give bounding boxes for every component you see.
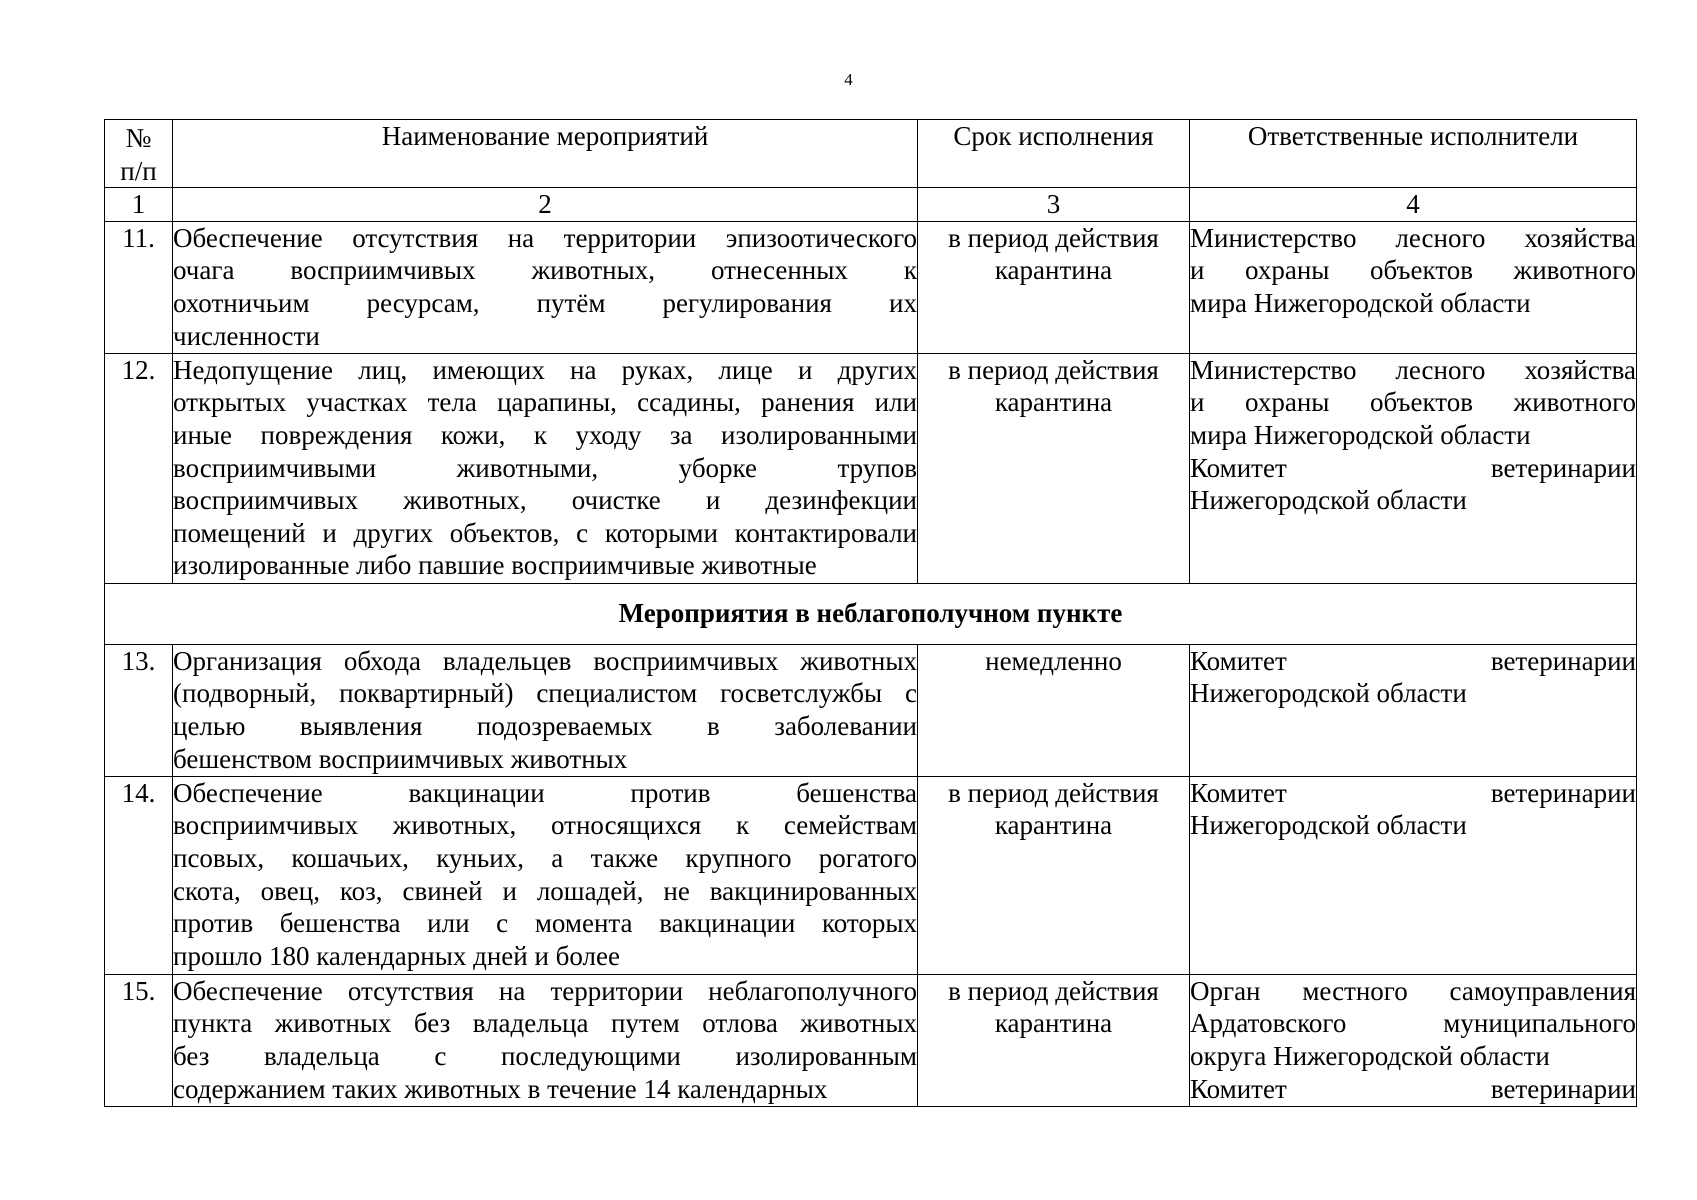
table-row (105, 776, 1637, 974)
row-number: 13. (105, 644, 173, 776)
responsible-executors-line: Нижегородской области (1190, 810, 1467, 841)
execution-term-line: в период действия (948, 975, 1159, 1006)
header-name: Наименование мероприятий (173, 120, 918, 188)
execution-term (918, 776, 1190, 974)
responsible-executors-line: мира Нижегородской области (1190, 287, 1531, 318)
responsible-executors-line: и охраны объектов животного (1190, 255, 1636, 286)
responsible-executors-line: Комитет ветеринарии (1190, 777, 1636, 808)
responsible-executors-line: и охраны объектов животного (1190, 387, 1636, 418)
execution-term-line: карантина (994, 255, 1113, 286)
execution-term-line: в период действия (948, 354, 1159, 385)
measure-name-line: помещений и других объектов, с которыми контактировали (173, 517, 917, 548)
measure-name (173, 353, 918, 583)
row-number: 11. (105, 221, 173, 353)
responsible-executors-line: Нижегородской области (1190, 678, 1467, 709)
measure-name-line: иные повреждения кожи, к уходу за изолированными (173, 419, 917, 450)
measure-name-line: открытых участках тела царапины, ссадины, ранения или (173, 387, 917, 418)
page-number: 4 (844, 70, 853, 89)
header-term: Срок исполнения (918, 120, 1190, 188)
row-number: 14. (105, 776, 173, 974)
responsible-executors-line: Нижегородской области (1190, 485, 1467, 516)
header-number: № п/п (105, 120, 173, 188)
measure-name-line: восприимчивых животных, относящихся к семействам (173, 810, 917, 841)
table-row (105, 644, 1637, 776)
table-header-row (105, 120, 1637, 188)
measure-name-line: (подворный, поквартирный) специалистом госветслужбы с (173, 678, 917, 709)
measure-name (173, 644, 918, 776)
section-title: Мероприятия в неблагополучном пункте (105, 583, 1637, 644)
responsible-executors-line: Министерство лесного хозяйства (1190, 354, 1636, 385)
execution-term-line: карантина (994, 1008, 1113, 1039)
execution-term (918, 974, 1190, 1106)
measure-name-line: очага восприимчивых животных, отнесенных к (173, 255, 917, 286)
responsible-executors-line: округа Нижегородской области (1190, 1040, 1550, 1071)
measure-name-line: без владельца с последующими изолированным (173, 1040, 917, 1071)
responsible-executors-line: Министерство лесного хозяйства (1190, 222, 1636, 253)
execution-term-line: карантина (994, 387, 1113, 418)
section-row (105, 583, 1637, 644)
table-row (105, 974, 1637, 1106)
measure-name-line: содержанием таких животных в течение 14 календарных (173, 1073, 828, 1104)
responsible-executors (1190, 221, 1637, 353)
responsible-executors (1190, 353, 1637, 583)
responsible-executors-line: Ардатовского муниципального (1190, 1008, 1636, 1039)
execution-term-line: в период действия (948, 222, 1159, 253)
column-index: 2 (173, 188, 918, 222)
execution-term-line: немедленно (985, 645, 1122, 676)
responsible-executors (1190, 974, 1637, 1106)
execution-term (918, 644, 1190, 776)
execution-term-line: карантина (994, 810, 1113, 841)
measure-name-line: восприимчивых животных, очистке и дезинфекции (173, 485, 917, 516)
column-index-row (105, 188, 1637, 222)
measure-name-line: изолированные либо павшие восприимчивые животные (173, 550, 817, 581)
measure-name-line: псовых, кошачьих, куньих, а также крупного рогатого (173, 842, 917, 873)
measure-name-line: охотничьим ресурсам, путём регулирования их (173, 287, 917, 318)
column-index: 4 (1190, 188, 1637, 222)
measure-name-line: Организация обхода владельцев восприимчивых животных (173, 645, 917, 676)
execution-term (918, 221, 1190, 353)
table-row (105, 221, 1637, 353)
column-index: 1 (105, 188, 173, 222)
table-body-after-section (105, 644, 1637, 1106)
table-body-before-section (105, 221, 1637, 583)
column-index: 3 (918, 188, 1190, 222)
measure-name-line: против бешенства или с момента вакцинации которых (173, 908, 917, 939)
row-number: 15. (105, 974, 173, 1106)
measure-name-line: скота, овец, коз, свиней и лошадей, не вакцинированных (173, 875, 917, 906)
header-responsible: Ответственные исполнители (1190, 120, 1637, 188)
responsible-executors-line: Орган местного самоуправления (1190, 975, 1636, 1006)
measure-name (173, 974, 918, 1106)
table-row (105, 353, 1637, 583)
measure-name-line: Недопущение лиц, имеющих на руках, лице и других (173, 354, 917, 385)
responsible-executors (1190, 776, 1637, 974)
responsible-executors-line: Комитет ветеринарии (1190, 1073, 1636, 1104)
row-number: 12. (105, 353, 173, 583)
measure-name-line: восприимчивыми животными, уборке трупов (173, 452, 917, 483)
responsible-executors-line: мира Нижегородской области (1190, 419, 1531, 450)
measure-name (173, 221, 918, 353)
responsible-executors-line: Комитет ветеринарии (1190, 452, 1636, 483)
measure-name-line: Обеспечение отсутствия на территории эпизоотического (173, 222, 917, 253)
measure-name-line: Обеспечение вакцинации против бешенства (173, 777, 917, 808)
measure-name-line: бешенством восприимчивых животных (173, 743, 628, 774)
measure-name-line: целью выявления подозреваемых в заболевании (173, 710, 917, 741)
measure-name-line: численности (173, 320, 320, 351)
measure-name (173, 776, 918, 974)
responsible-executors (1190, 644, 1637, 776)
execution-term (918, 353, 1190, 583)
execution-term-line: в период действия (948, 777, 1159, 808)
responsible-executors-line: Комитет ветеринарии (1190, 645, 1636, 676)
measure-name-line: Обеспечение отсутствия на территории неблагополучного (173, 975, 917, 1006)
measure-name-line: прошло 180 календарных дней и более (173, 940, 621, 971)
measures-table (104, 119, 1637, 1107)
measure-name-line: пункта животных без владельца путем отлова животных (173, 1008, 917, 1039)
